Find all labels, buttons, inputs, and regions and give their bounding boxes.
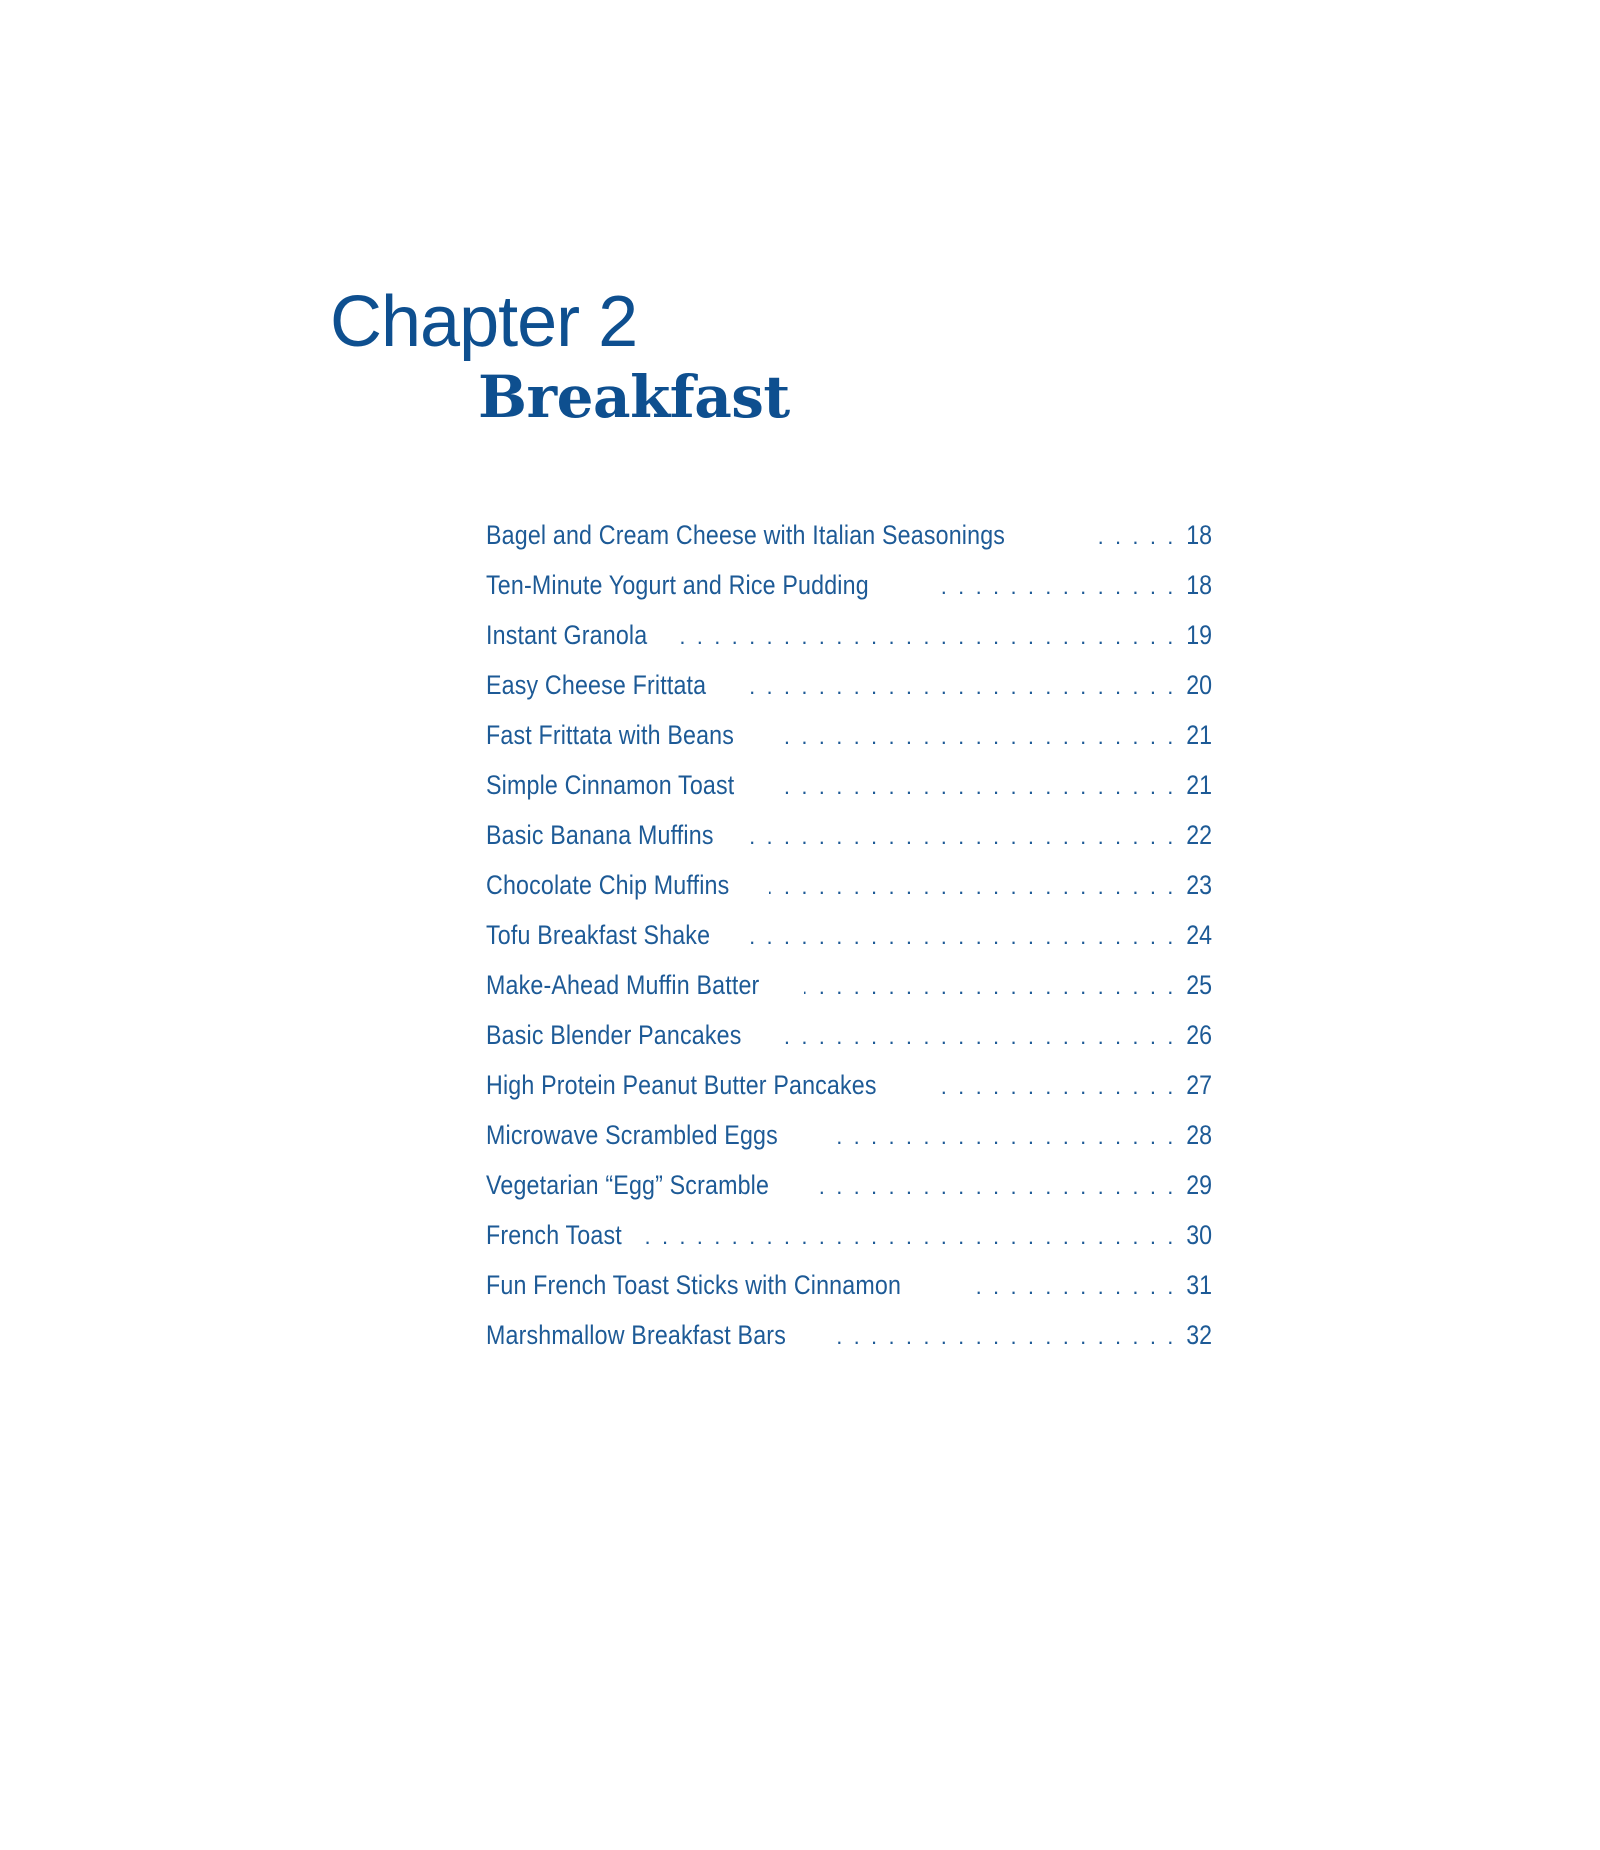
toc-entry-title: Fun French Toast Sticks with Cinnamon	[486, 1270, 902, 1300]
toc-entry-page: 23	[1186, 870, 1213, 900]
dot-leader	[1090, 524, 1176, 550]
toc-entry-page: 31	[1186, 1270, 1213, 1300]
toc-entry[interactable]	[486, 920, 1212, 970]
toc-entry[interactable]	[486, 1270, 1212, 1320]
dot-leader	[815, 1174, 1176, 1200]
toc-entry-title: Fast Frittata with Beans	[486, 720, 735, 750]
toc-entry-page: 25	[1186, 970, 1213, 1000]
toc-entry-page: 18	[1186, 520, 1213, 550]
dot-leader	[774, 724, 1176, 750]
toc-entry-title: Bagel and Cream Cheese with Italian Seasonings	[486, 520, 1006, 550]
dot-leader	[940, 1074, 1176, 1100]
toc-entry-title: Instant Granola	[486, 620, 648, 650]
toc-entry[interactable]	[486, 670, 1212, 720]
dot-leader	[783, 1024, 1176, 1050]
toc-entry[interactable]	[486, 970, 1212, 1020]
toc-entry-page: 27	[1186, 1070, 1213, 1100]
toc-entry-page: 30	[1186, 1220, 1213, 1250]
toc-entry-page: 26	[1186, 1020, 1213, 1050]
toc-entry-page: 29	[1186, 1170, 1213, 1200]
dot-leader	[825, 1124, 1176, 1150]
toc-entry-title: Tofu Breakfast Shake	[486, 920, 711, 950]
toc-entry[interactable]	[486, 620, 1212, 670]
toc-entry[interactable]	[486, 1170, 1212, 1220]
toc-entry-page: 21	[1186, 720, 1213, 750]
toc-entry-title: Ten-Minute Yogurt and Rice Pudding	[486, 570, 869, 600]
toc-entry-title: Easy Cheese Frittata	[486, 670, 707, 700]
toc-entry[interactable]	[486, 1020, 1212, 1070]
dot-leader	[742, 674, 1176, 700]
toc-entry-title: Chocolate Chip Muffins	[486, 870, 730, 900]
dot-leader	[835, 1324, 1176, 1350]
chapter-number: Chapter 2	[330, 282, 638, 362]
dot-leader	[674, 624, 1176, 650]
toc-entry-page: 28	[1186, 1120, 1213, 1150]
toc-entry-title: Basic Blender Pancakes	[486, 1020, 742, 1050]
toc-entry[interactable]	[486, 1070, 1212, 1120]
toc-entry[interactable]	[486, 1120, 1212, 1170]
toc-entry-title: Microwave Scrambled Eggs	[486, 1120, 778, 1150]
toc-entry[interactable]	[486, 1220, 1212, 1270]
toc-entry-title: Make-Ahead Muffin Batter	[486, 970, 760, 1000]
chapter-title: Breakfast	[478, 363, 790, 431]
toc-entry-title: Vegetarian “Egg” Scramble	[486, 1170, 770, 1200]
toc-entry-page: 24	[1186, 920, 1213, 950]
toc-entry[interactable]	[486, 770, 1212, 820]
dot-leader	[747, 924, 1176, 950]
toc-entry-page: 32	[1186, 1320, 1213, 1350]
toc-entry[interactable]	[486, 570, 1212, 620]
dot-leader	[804, 974, 1176, 1000]
dot-leader	[931, 574, 1176, 600]
toc-entry-title: Simple Cinnamon Toast	[486, 770, 735, 800]
toc-entry[interactable]	[486, 520, 1212, 570]
toc-entry-title: Marshmallow Breakfast Bars	[486, 1320, 786, 1350]
toc-entry[interactable]	[486, 820, 1212, 870]
toc-entry-title: High Protein Peanut Butter Pancakes	[486, 1070, 877, 1100]
dot-leader	[751, 824, 1176, 850]
toc-entry-page: 20	[1186, 670, 1213, 700]
toc-entry-title: Basic Banana Muffins	[486, 820, 714, 850]
toc-entry-page: 18	[1186, 570, 1213, 600]
dot-leader	[775, 774, 1176, 800]
toc-entry-title: French Toast	[486, 1220, 622, 1250]
toc-entry[interactable]	[486, 720, 1212, 770]
toc-entry-page: 22	[1186, 820, 1213, 850]
toc-entry-page: 19	[1186, 620, 1213, 650]
toc-entry-page: 21	[1186, 770, 1213, 800]
toc-entry[interactable]	[486, 870, 1212, 920]
dot-leader	[969, 1274, 1176, 1300]
toc-entry[interactable]	[486, 1320, 1212, 1370]
table-of-contents	[486, 520, 1212, 1370]
dot-leader	[644, 1224, 1176, 1250]
dot-leader	[769, 874, 1176, 900]
